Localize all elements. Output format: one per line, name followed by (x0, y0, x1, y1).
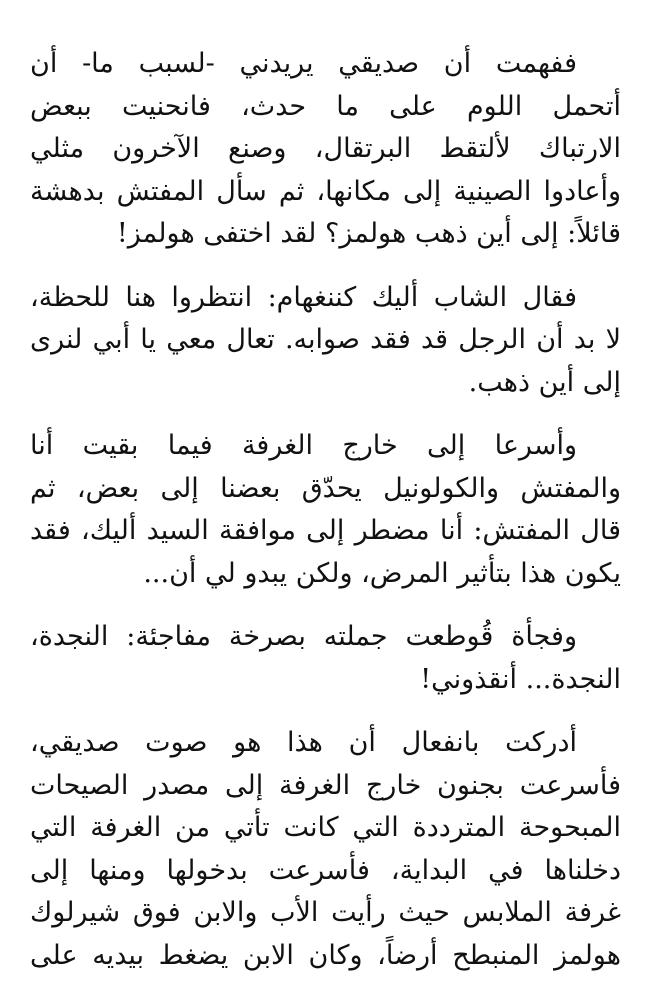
text-line: فأسرعت بجنون خارج الغرفة إلى مصدر الصيحات (30, 769, 621, 801)
text-line: وأسرعا إلى خارج الغرفة فيما بقيت أنا (30, 430, 577, 461)
text-line: والمفتش والكولونيل يحدّق بعضنا إلى بعض، ثم (30, 472, 621, 504)
text-line: لا بد أن الرجل قد فقد صوابه. تعال معي يا أبي لنرى (30, 324, 621, 355)
paragraph-5 (30, 722, 621, 977)
paragraph-2 (30, 277, 621, 405)
text-line: غرفة الملابس حيث رأيت الأب والابن فوق شيرلوك (30, 897, 621, 928)
paragraph-1 (30, 43, 621, 256)
text-line: ففهمت أن صديقي يريدني -لسبب ما- أن (30, 48, 577, 79)
paragraph-3 (30, 425, 621, 595)
text-line: النجدة... أنقذوني! (420, 663, 621, 695)
text-line: دخلناها في البداية، فأسرعت بدخولها ومنها إلى (30, 854, 621, 886)
text-line: فقال الشاب أليك كننغهام: انتظروا هنا للحظة، (30, 281, 577, 313)
book-page (30, 43, 621, 1000)
text-line: يكون هذا بتأثير المرض، ولكن يبدو لي أن... (143, 557, 621, 589)
text-line: قال المفتش: أنا مضطر إلى موافقة السيد أليك، فقد (30, 515, 621, 546)
text-line: وأعادوا الصينية إلى مكانها، ثم سأل المفتش بدهشة (30, 175, 621, 207)
text-line: وفجأة قُوطعت جملته بصرخة مفاجئة: النجدة، (30, 621, 577, 652)
text-line: المبحوحة المترددة التي كانت تأتي من الغرفة التي (30, 812, 621, 843)
text-line: هولمز المنبطح أرضاً، وكان الابن يضغط بيديه على (30, 939, 621, 971)
text-line: أتحمل اللوم على ما حدث، فانحنيت ببعض (30, 90, 621, 122)
text-line: قائلاً: إلى أين ذهب هولمز؟ لقد اختفى هولمز! (116, 218, 621, 249)
text-line: الارتباك لألتقط البرتقال، وصنع الآخرون مثلي (30, 133, 621, 164)
text-line: إلى أين ذهب. (468, 366, 621, 398)
paragraph-4 (30, 616, 621, 701)
text-line: أدركت بانفعال أن هذا هو صوت صديقي، (30, 727, 577, 758)
